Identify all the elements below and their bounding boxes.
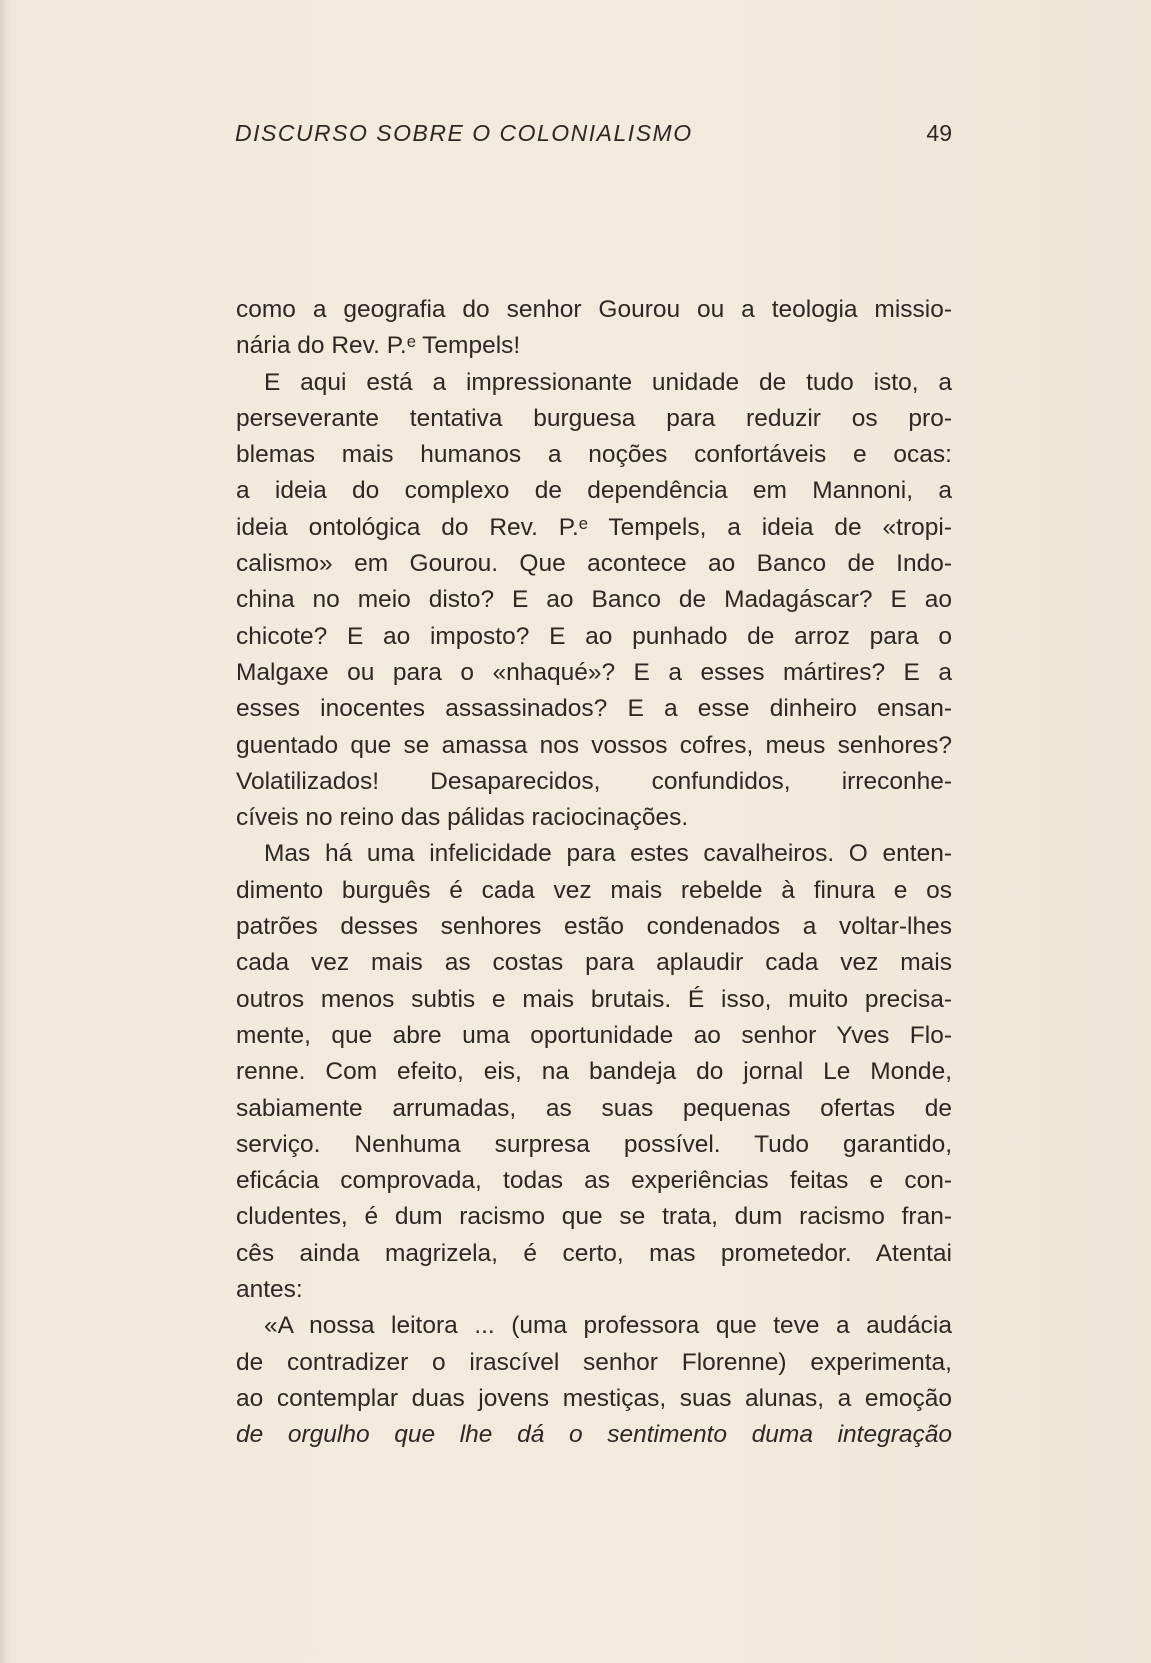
text-line: dimento burguês é cada vez mais rebelde à finura e os xyxy=(236,876,952,904)
text-line: Malgaxe ou para o «nhaqué»? E a esses mártires? E a xyxy=(236,658,952,686)
text-line: sabiamente arrumadas, as suas pequenas ofertas de xyxy=(236,1094,952,1122)
text-line: cludentes, é dum racismo que se trata, dum racismo fran- xyxy=(236,1203,952,1231)
page-number: 49 xyxy=(926,120,952,146)
text-line: de orgulho que lhe dá o sentimento duma integração xyxy=(236,1421,952,1449)
text-line: «A nossa leitora ... (uma professora que teve a audácia xyxy=(264,1312,952,1340)
text-line: eficácia comprovada, todas as experiências feitas e con- xyxy=(236,1167,952,1195)
text-line: renne. Com efeito, eis, na bandeja do jornal Le Monde, xyxy=(236,1058,952,1086)
text-line: blemas mais humanos a noções confortáveis e ocas: xyxy=(236,441,952,469)
text-line: chicote? E ao imposto? E ao punhado de arroz para o xyxy=(236,622,952,650)
text-line: esses inocentes assassinados? E a esse dinheiro ensan- xyxy=(236,695,952,723)
text-line: de contradizer o irascível senhor Florenne) experimenta, xyxy=(236,1348,952,1376)
text-line: mente, que abre uma oportunidade ao senhor Yves Flo- xyxy=(236,1021,952,1049)
text-line: Mas há uma infelicidade para estes cavalheiros. O enten- xyxy=(264,840,952,868)
text-line: Volatilizados! Desaparecidos, confundidos, irreconhe- xyxy=(236,767,952,795)
text-line: antes: xyxy=(236,1276,303,1304)
text-line: patrões desses senhores estão condenados a voltar-lhes xyxy=(236,913,952,941)
text-line: guentado que se amassa nos vossos cofres, meus senhores? xyxy=(236,731,952,759)
text-line: perseverante tentativa burguesa para reduzir os pro- xyxy=(236,404,952,432)
running-title: DISCURSO SOBRE O COLONIALISMO xyxy=(235,120,693,146)
text-line: ideia ontológica do Rev. P.ᵉ Tempels, a ideia de «tropi- xyxy=(236,513,952,541)
text-line: china no meio disto? E ao Banco de Madagáscar? E ao xyxy=(236,586,952,614)
text-line: como a geografia do senhor Gourou ou a teologia missio- xyxy=(236,296,952,323)
text-line: a ideia do complexo de dependência em Mannoni, a xyxy=(236,477,952,505)
text-line: cada vez mais as costas para aplaudir cada vez mais xyxy=(236,949,952,977)
text-line: calismo» em Gourou. Que acontece ao Banco de Indo- xyxy=(236,550,952,578)
text-line: E aqui está a impressionante unidade de tudo isto, a xyxy=(264,368,952,396)
text-line: cíveis no reino das pálidas raciocinações. xyxy=(236,804,689,832)
text-line: serviço. Nenhuma surpresa possível. Tudo garantido, xyxy=(236,1130,952,1158)
text-line: cês ainda magrizela, é certo, mas prometedor. Atentai xyxy=(236,1239,952,1267)
text-line: nária do Rev. P.ᵉ Tempels! xyxy=(236,332,521,360)
text-line: outros menos subtis e mais brutais. É isso, muito precisa- xyxy=(236,985,952,1013)
text-line: ao contemplar duas jovens mestiças, suas alunas, a emoção xyxy=(236,1384,952,1412)
body-text xyxy=(236,292,952,1454)
page-header xyxy=(235,116,952,150)
